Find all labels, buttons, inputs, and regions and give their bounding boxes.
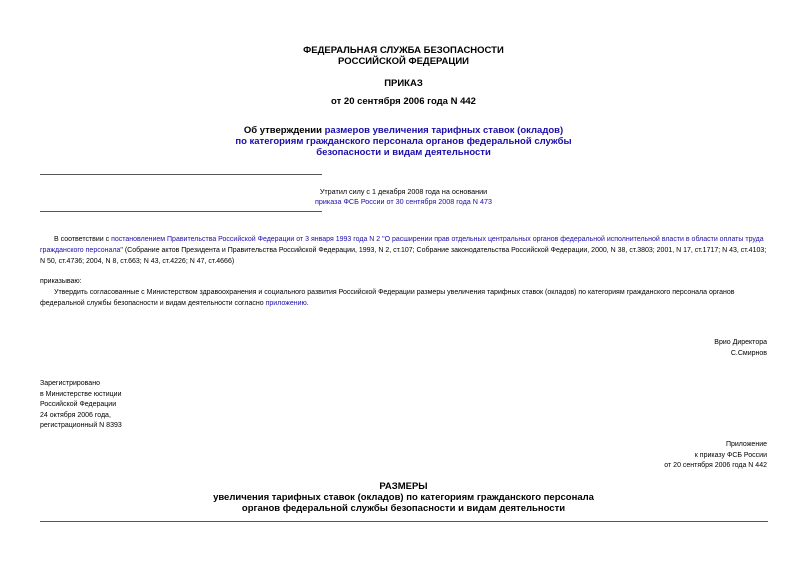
divider-status: [40, 211, 322, 212]
status-link[interactable]: приказа ФСБ России от 30 сентября 2008 года N 473: [315, 197, 492, 206]
order-word: приказываю:: [40, 278, 82, 285]
agency-name-line2: РОССИЙСКОЙ ФЕДЕРАЦИИ: [337, 56, 469, 67]
appendix-line: от 20 сентября 2006 года N 442: [664, 462, 767, 469]
preamble-prefix: В соответствии с: [54, 236, 112, 243]
preamble-paragraph: [40, 234, 768, 267]
registration-line: в Министерстве юстиции: [40, 390, 122, 398]
sizes-heading: РАЗМЕРЫ: [379, 481, 428, 492]
document-title-line3[interactable]: безопасности и видам деятельности: [316, 147, 491, 158]
divider-bottom: [40, 521, 768, 522]
document-date: от 20 сентября 2006 года N 442: [331, 96, 476, 107]
appendix-link[interactable]: приложению: [265, 300, 307, 307]
divider-top: [40, 174, 322, 175]
decree-link[interactable]: постановлением Правительства Российской Федерации от 3 января 1993 года N 2 "О расширении прав отдельных центральных органов федеральной исполнительной власти в области оплаты труда гражданского персонала: [40, 236, 764, 254]
document-title-line1: [0, 125, 807, 136]
signature-position: Врио Директора: [714, 339, 767, 346]
sizes-subtitle-line2: органов федеральной службы безопасности и видам деятельности: [241, 503, 566, 514]
status-note: Утратил силу с 1 декабря 2008 года на основании: [319, 187, 488, 196]
order-paragraph: [40, 287, 768, 309]
appendix-block: [664, 440, 767, 472]
document-title-line2[interactable]: по категориям гражданского персонала органов федеральной службы: [235, 136, 572, 147]
title-prefix: Об утверждении: [243, 125, 325, 136]
title-link[interactable]: размеров увеличения тарифных ставок (окладов): [324, 125, 564, 136]
agency-name-line1: ФЕДЕРАЛЬНАЯ СЛУЖБА БЕЗОПАСНОСТИ: [303, 45, 504, 56]
registration-line: регистрационный N 8393: [40, 422, 122, 429]
order-prefix: Утвердить согласованные с Министерством здравоохранения и социального развития Российской Федерации размеры увеличения тарифных ставок (окладов) по категориям гражданского персонала органов федеральной службы безопасности и видам деятельности согласно: [40, 289, 735, 307]
registration-line: 24 октября 2006 года,: [40, 411, 111, 419]
registration-line: Российской Федерации: [40, 401, 117, 408]
registration-block: [40, 379, 122, 432]
document-type: ПРИКАЗ: [384, 78, 423, 89]
preamble-suffix: " (Собрание актов Президента и Правительства Российской Федерации, 1993, N 2, ст.107; Собрание законодательства Российской Федерации, 2000, N 38, ст.3803; 2001, N 17, ст.1717; N 43, ст.4103; N 50, ст.4736; 2004, N 8, ст.663; N 43, ст.4226; N 47, ст.4666): [40, 247, 767, 265]
signature-name: С.Смирнов: [730, 349, 767, 357]
appendix-line: Приложение: [725, 441, 767, 448]
order-suffix: .: [306, 300, 309, 307]
appendix-line: к приказу ФСБ России: [694, 451, 767, 459]
signature-block: [714, 338, 767, 359]
registration-line: Зарегистрировано: [40, 380, 100, 387]
sizes-subtitle-line1: увеличения тарифных ставок (окладов) по категориям гражданского персонала: [213, 492, 594, 503]
